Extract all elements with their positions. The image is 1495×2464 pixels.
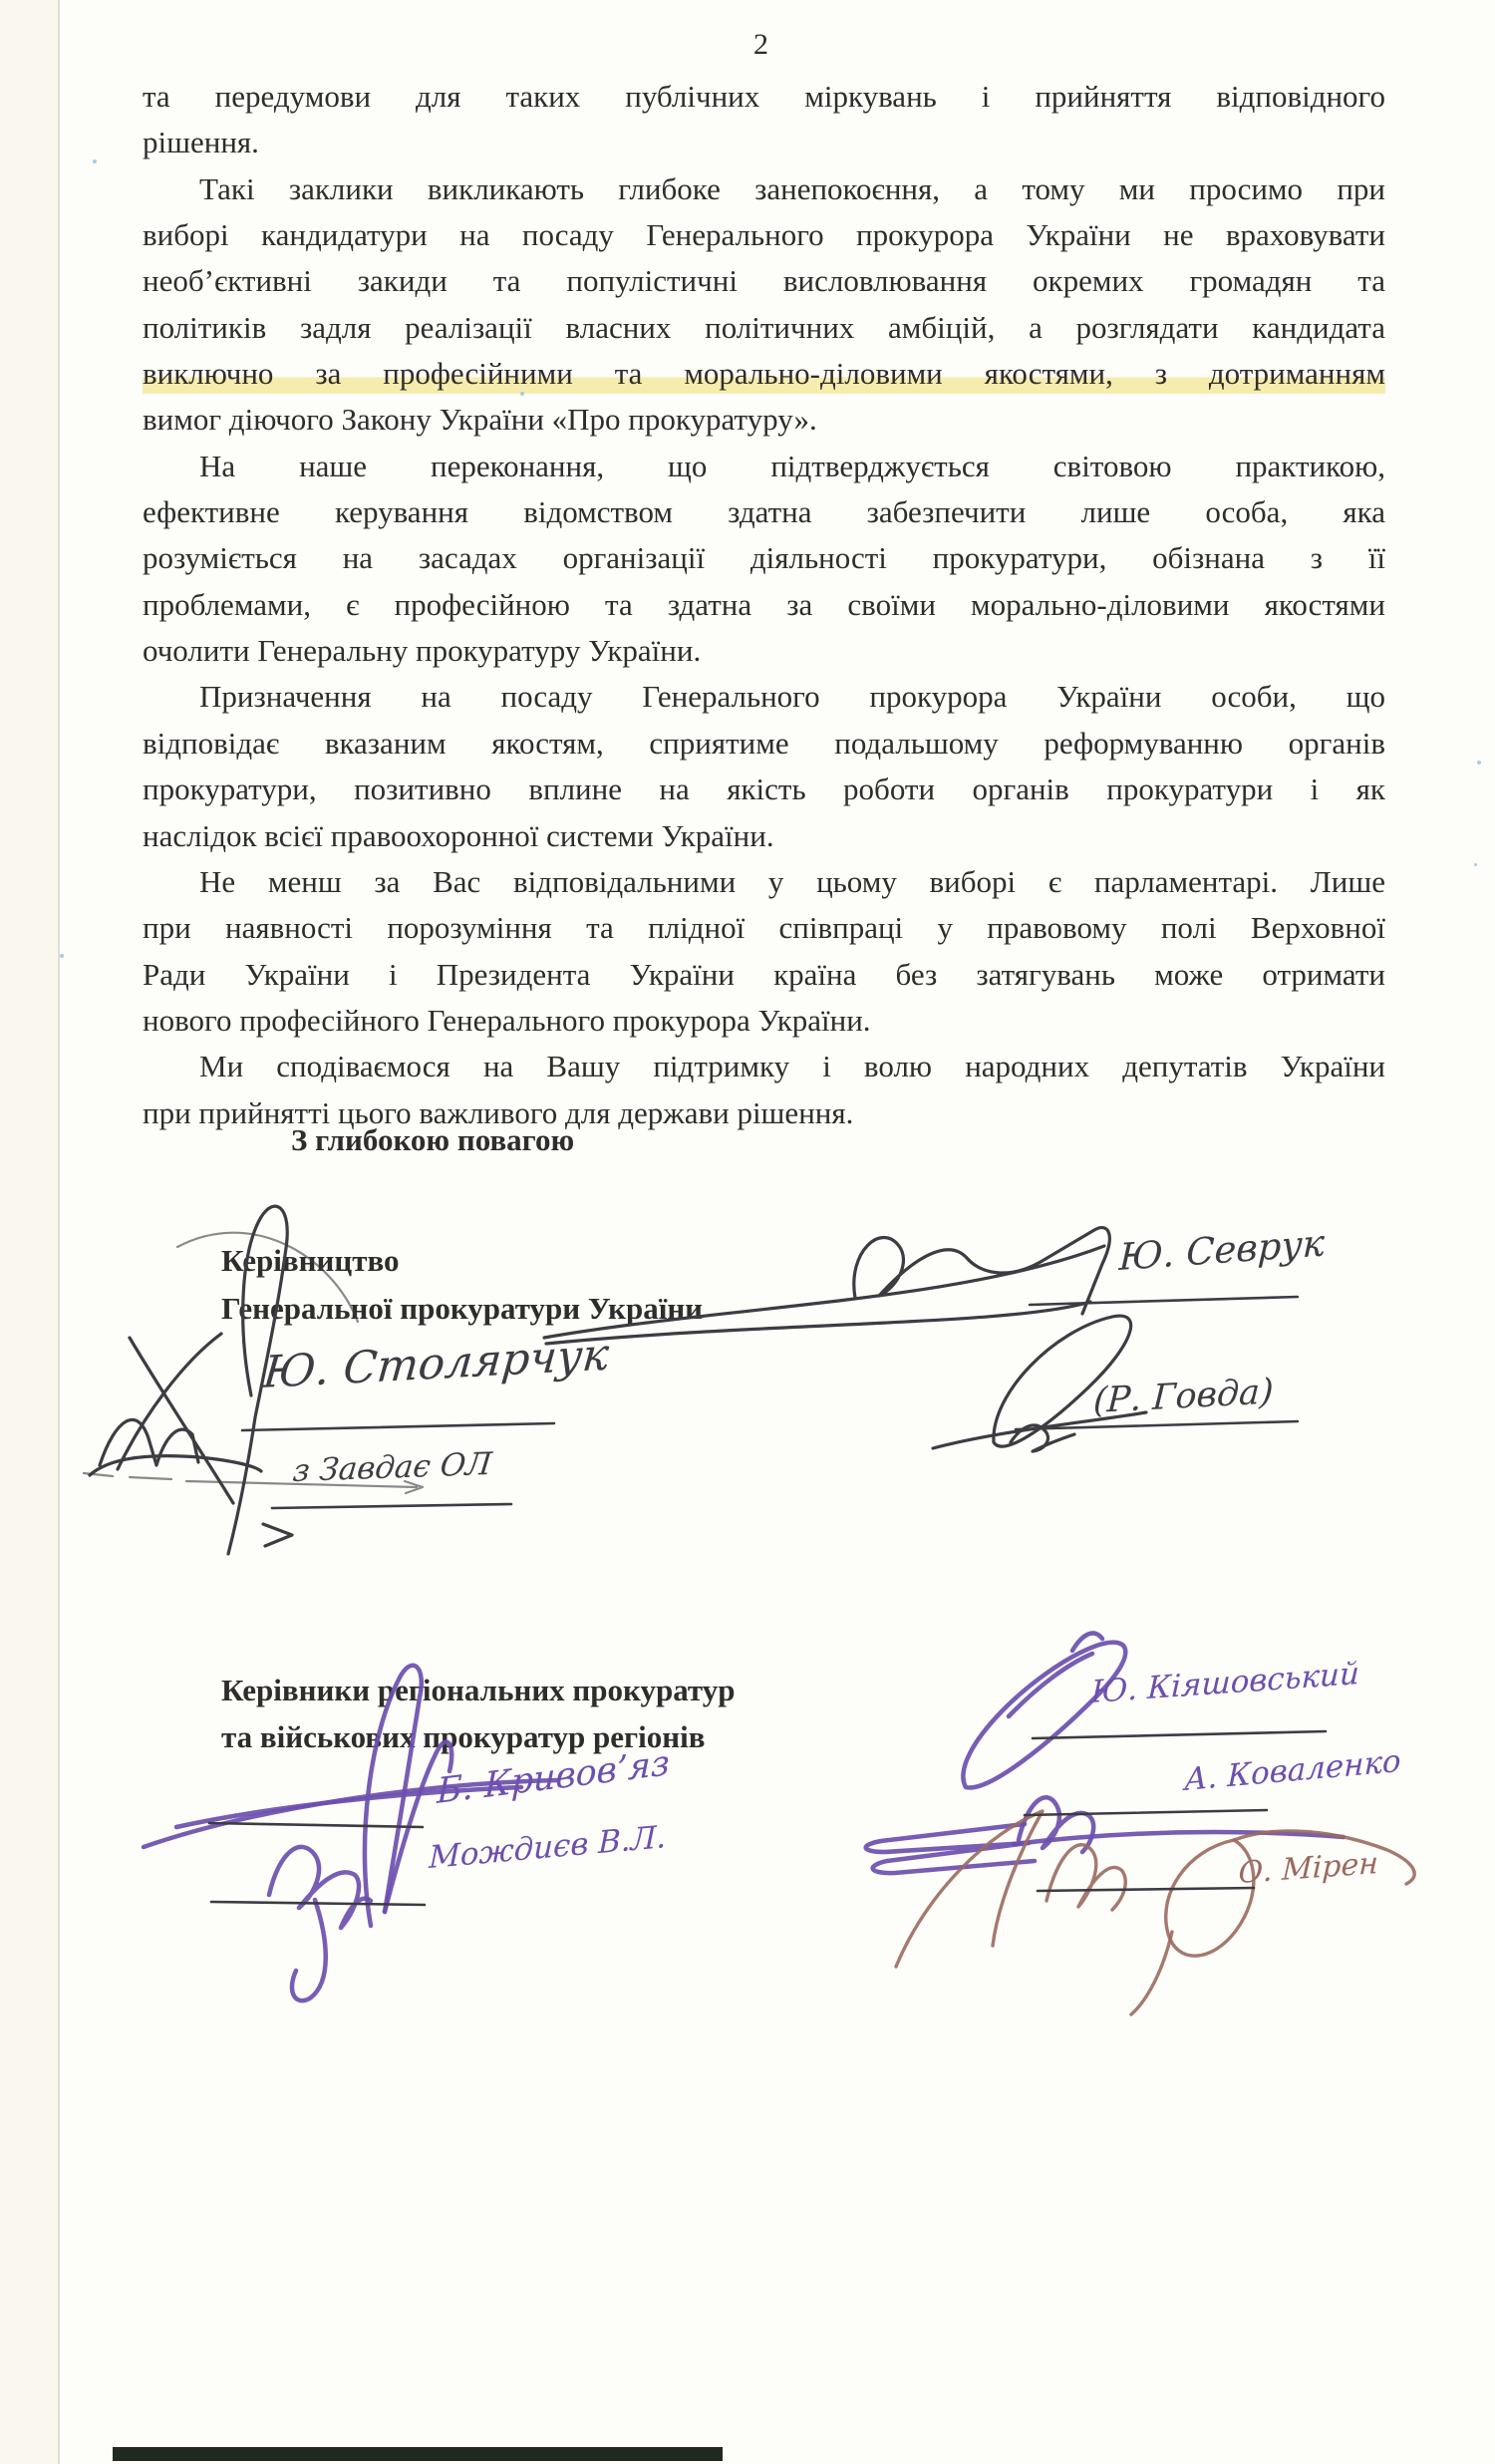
signature-name-stolyarchuk: Ю. Столярчук bbox=[261, 1329, 611, 1398]
scan-speck bbox=[60, 954, 64, 958]
ink-stroke bbox=[544, 1246, 1104, 1338]
regional-title-line2: та військових прокуратур регіонів bbox=[221, 1719, 706, 1754]
signature-underline bbox=[211, 1902, 425, 1905]
signature-underline bbox=[272, 1504, 511, 1508]
text-line: Ради України і Президента України країна без затягувань може отримати bbox=[143, 956, 1385, 992]
signature-flourish-miren bbox=[896, 1811, 1414, 2014]
text-line: рішення. bbox=[143, 125, 259, 160]
ink-stroke bbox=[546, 1302, 1090, 1344]
text-line: Такі заклики викликають глибоке занепокоєння, а тому ми просимо при bbox=[199, 170, 1385, 206]
signature-flourish-lower-left bbox=[269, 1847, 371, 2001]
text-line: виключно за професійними та морально-діловими якостями, з дотриманням bbox=[143, 351, 1385, 397]
text-line: Не менш за Вас відповідальними у цьому виборі є парламентарі. Лише bbox=[199, 863, 1385, 899]
text-line: вимог діючого Закону України «Про прокуратуру». bbox=[143, 402, 817, 438]
text-line: прокуратури, позитивно вплине на якість роботи органів прокуратури і як bbox=[143, 771, 1385, 807]
ink-stroke bbox=[1046, 1845, 1125, 1910]
signature-underline bbox=[1030, 1297, 1298, 1305]
ink-stroke bbox=[866, 1824, 1035, 1873]
text-line: ефективне керування відомством здатна забезпечити лише особа, яка bbox=[143, 494, 1385, 530]
ink-stroke bbox=[90, 1456, 261, 1475]
regional-title-line1: Керівники регіональних прокуратур bbox=[221, 1673, 736, 1707]
gpu-title-line1: Керівництво bbox=[221, 1243, 400, 1278]
ink-stroke bbox=[1014, 1832, 1344, 1844]
signature-underline bbox=[242, 1423, 554, 1430]
closing-salutation: З глибокою повагою bbox=[291, 1122, 575, 1157]
text-line: та передумови для таких публічних міркувань і прийняття відповідного bbox=[143, 79, 1385, 114]
text-line: наслідок всієї правоохоронної системи України. bbox=[143, 817, 774, 853]
scan-edge-artifact bbox=[113, 2447, 723, 2461]
text-line: нового професійного Генерального прокурора України. bbox=[143, 1002, 871, 1038]
scan-speck bbox=[93, 159, 97, 163]
page-number: 2 bbox=[753, 28, 768, 61]
scan-speck bbox=[1474, 863, 1477, 866]
ink-stroke bbox=[854, 1228, 1110, 1314]
ink-stroke bbox=[963, 1643, 1125, 1788]
text-line: проблемами, є професійною та здатна за своїми морально-діловими якостями bbox=[143, 586, 1385, 622]
ink-stroke bbox=[263, 1524, 292, 1546]
ink-stroke bbox=[292, 1900, 326, 2001]
signature-note-handwritten: з Завдає ОЛ bbox=[291, 1445, 493, 1489]
text-line: при прийнятті цього важливого для держави рішення. bbox=[143, 1094, 854, 1130]
text-line: очолити Генеральну прокуратуру України. bbox=[143, 633, 702, 669]
ink-stroke bbox=[1131, 1932, 1172, 2014]
ink-stroke bbox=[177, 1233, 358, 1322]
signature-name-sevruk: Ю. Севрук bbox=[1118, 1221, 1326, 1279]
signature-name-miren: О. Мірен bbox=[1238, 1846, 1379, 1891]
text-line: розуміється на засадах організації діяльності прокуратури, обізнана з її bbox=[143, 540, 1385, 576]
text-line: при наявності порозуміння та плідної співпраці у правовому полі Верховної bbox=[143, 910, 1385, 946]
text-line: необ’єктивні закиди та популістичні висловлювання окремих громадян та bbox=[143, 263, 1385, 299]
text-line: відповідає вказаним якостям, сприятиме подальшому реформуванню органів bbox=[143, 725, 1385, 761]
signature-name-kiyashovsky: Ю. Кіяшовський bbox=[1090, 1655, 1360, 1710]
text-line: політиків задля реалізації власних політичних амбіцій, а розглядати кандидата bbox=[143, 309, 1385, 345]
signature-name-mozhdiyev: Мождиєв В.Л. bbox=[429, 1818, 667, 1876]
ink-stroke bbox=[1009, 1654, 1092, 1716]
signature-underline bbox=[209, 1823, 423, 1827]
signature-name-govda: (Р. Говда) bbox=[1092, 1372, 1275, 1421]
text-line: Ми сподіваємося на Вашу підтримку і волю народних депутатів України bbox=[199, 1049, 1385, 1084]
signature-name-kovalenko: А. Коваленко bbox=[1184, 1742, 1401, 1798]
text-line: Призначення на посаду Генерального прокурора України особи, що bbox=[199, 679, 1385, 715]
gpu-title-line2: Генеральної прокуратури України bbox=[221, 1291, 704, 1326]
signature-name-kryvovyaz: Б. Кривов’яз bbox=[437, 1742, 671, 1812]
regional-signature-underlines bbox=[209, 1731, 1326, 1905]
signature-flourish-kiyashovsky bbox=[963, 1633, 1125, 1787]
signature-underline bbox=[1033, 1731, 1326, 1738]
scan-speck bbox=[1477, 761, 1481, 765]
text-line: На наше переконання, що підтверджується світовою практикою, bbox=[199, 448, 1385, 483]
scan-speck bbox=[520, 392, 524, 396]
text-line: виборі кандидатури на посаду Генерального прокурора України не враховувати bbox=[143, 217, 1385, 253]
signature-underline bbox=[1038, 1888, 1254, 1891]
